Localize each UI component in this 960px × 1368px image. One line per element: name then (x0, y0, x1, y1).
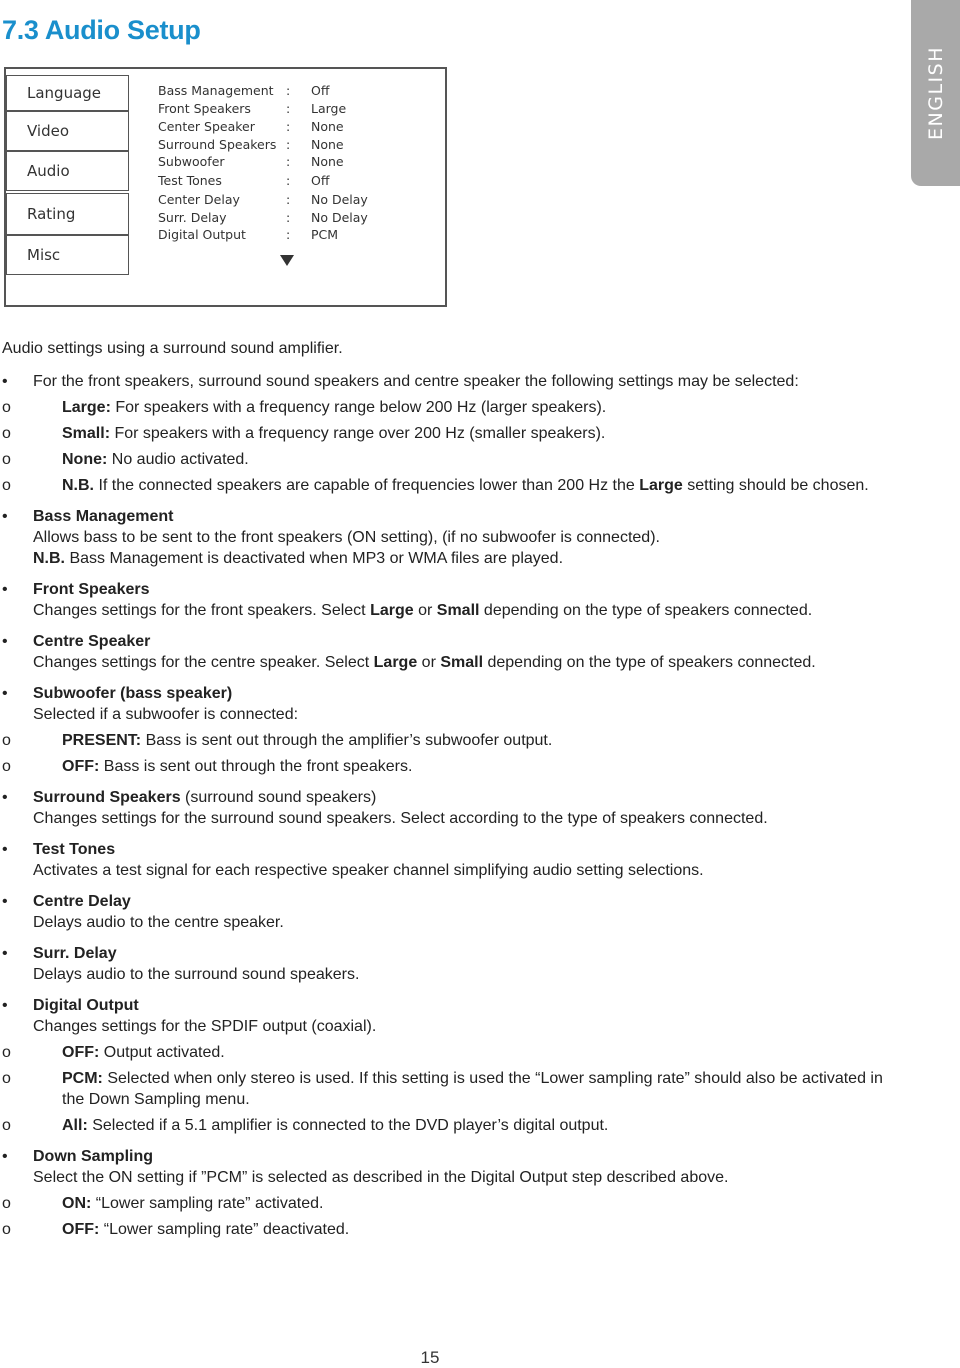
item-heading (33, 943, 902, 964)
sub-item-text: “Lower sampling rate” deactivated. (99, 1221, 350, 1238)
sub-marker: o (2, 477, 11, 494)
item-desc: Delays audio to the centre speaker. (33, 914, 284, 931)
sub-item-term: OFF: (62, 1221, 100, 1238)
list-item (2, 371, 902, 392)
sub-item-text: For speakers with a frequency range below 200 Hz (larger speakers). (110, 399, 607, 416)
intro-text: Audio settings using a surround sound amplifier. (2, 340, 343, 357)
sub-item-text: If the connected speakers are capable of frequencies lower than 200 Hz the (94, 477, 640, 494)
note-label: N.B. (33, 550, 65, 567)
setting-colon: : (286, 173, 291, 188)
item-heading (33, 506, 902, 527)
setting-label: Front Speakers (158, 101, 251, 116)
sub-marker: o (2, 451, 11, 468)
setting-label: Subwoofer (158, 154, 225, 169)
list-item (2, 787, 902, 829)
bullet-marker: • (2, 633, 8, 650)
bullet-marker: • (2, 789, 8, 806)
setting-colon: : (286, 83, 291, 98)
item-desc: Selected if a subwoofer is connected: (33, 706, 299, 723)
sub-item (2, 1193, 902, 1214)
sub-marker: o (2, 732, 11, 749)
item-heading-text: Bass Management (33, 508, 174, 525)
sub-item (2, 1219, 902, 1240)
item-heading-text: Test Tones (33, 841, 116, 858)
setting-colon: : (286, 227, 291, 242)
setting-colon: : (286, 119, 291, 134)
sub-item (2, 1068, 902, 1110)
setting-label: Surround Speakers (158, 137, 277, 152)
sub-item-text: No audio activated. (107, 451, 249, 468)
setting-colon: : (286, 154, 291, 169)
sub-item-text: Bass is sent out through the amplifier’s subwoofer output. (141, 732, 553, 749)
audio-setup-text (2, 338, 902, 1240)
sub-item (2, 1115, 902, 1136)
setting-value: Off (311, 83, 330, 98)
sub-item-text: Bass is sent out through the front speakers. (99, 758, 413, 775)
sub-item-term: PCM: (62, 1070, 103, 1087)
bullet-marker: • (2, 685, 8, 702)
list-item (2, 1146, 902, 1188)
item-heading-text: Centre Speaker (33, 633, 151, 650)
setting-colon: : (286, 137, 291, 152)
setting-value: PCM (311, 227, 339, 242)
item-heading (33, 787, 902, 808)
item-desc: Allows bass to be sent to the front speakers (ON setting), (if no subwoofer is connected). (33, 529, 660, 546)
setting-value: Off (311, 173, 330, 188)
page-number: 15 (420, 1348, 440, 1367)
bullet-marker: • (2, 945, 8, 962)
list-item (2, 683, 902, 725)
item-heading-text: Front Speakers (33, 581, 150, 598)
sub-item (2, 1042, 902, 1063)
item-desc: Activates a test signal for each respective speaker channel simplifying audio setting selections. (33, 862, 704, 879)
setting-value: None (311, 137, 344, 152)
sub-marker: o (2, 1195, 11, 1212)
item-heading (33, 891, 902, 912)
sub-item-term: PRESENT: (62, 732, 142, 749)
item-heading-text: Digital Output (33, 997, 139, 1014)
menu-tab-rating: Rating (6, 193, 129, 235)
sub-item-term: Large: (62, 399, 111, 416)
sub-item-term: N.B. (62, 477, 94, 494)
item-desc: Select the ON setting if ”PCM” is selected as described in the Digital Output step described above. (33, 1169, 729, 1186)
sub-item-term: OFF: (62, 758, 100, 775)
sub-item-text: Selected when only stereo is used. If this setting is used the “Lower sampling rate” should also be activated in the Down Sampling menu. (62, 1070, 883, 1108)
item-heading (33, 579, 902, 600)
sub-item-term: OFF: (62, 1044, 100, 1061)
item-heading (33, 683, 902, 704)
desc-bold: Large (370, 602, 414, 619)
item-heading (33, 1146, 902, 1167)
item-heading (33, 839, 902, 860)
sub-item-term: ON: (62, 1195, 92, 1212)
item-desc (33, 600, 902, 621)
sub-item-text: For speakers with a frequency range over 200 Hz (smaller speakers). (110, 425, 606, 442)
desc-bold: Small (436, 602, 480, 619)
list-item (2, 631, 902, 673)
page-title: 7.3 Audio Setup (2, 15, 201, 45)
setting-label: Digital Output (158, 227, 246, 242)
sub-item (2, 423, 902, 444)
setting-value: No Delay (311, 192, 368, 207)
sub-item-term: All: (62, 1117, 88, 1134)
item-note (33, 548, 902, 569)
menu-tab-video: Video (6, 111, 129, 151)
desc-part: Changes settings for the centre speaker. Select (33, 654, 374, 671)
sub-item (2, 449, 902, 470)
desc-part: or (417, 654, 441, 671)
bullet-marker: • (2, 893, 8, 910)
sub-marker: o (2, 425, 11, 442)
desc-part: depending on the type of speakers connected. (483, 654, 816, 671)
sub-item (2, 475, 902, 496)
bullet-marker: • (2, 997, 8, 1014)
list-item (2, 943, 902, 985)
setting-colon: : (286, 192, 291, 207)
setting-value: No Delay (311, 210, 368, 225)
sub-item (2, 397, 902, 418)
sub-item (2, 756, 902, 777)
setting-label: Bass Management (158, 83, 274, 98)
item-heading-text: Down Sampling (33, 1148, 153, 1165)
setting-colon: : (286, 210, 291, 225)
sub-item-term: Large (639, 477, 683, 494)
list-item (2, 579, 902, 621)
sub-item-term: None: (62, 451, 108, 468)
bullet-marker: • (2, 373, 8, 390)
desc-part: or (413, 602, 437, 619)
language-side-tab (911, 0, 960, 186)
sub-marker: o (2, 1044, 11, 1061)
item-text: For the front speakers, surround sound speakers and centre speaker the following settings may be selected: (33, 373, 799, 390)
item-heading (33, 631, 902, 652)
sub-marker: o (2, 1221, 11, 1238)
item-heading-text: Subwoofer (bass speaker) (33, 685, 233, 702)
sub-item-text: setting should be chosen. (682, 477, 869, 494)
item-desc: Changes settings for the SPDIF output (coaxial). (33, 1018, 377, 1035)
bullet-marker: • (2, 581, 8, 598)
triangle-down-icon (280, 255, 294, 266)
setting-label: Surr. Delay (158, 210, 227, 225)
setting-label: Test Tones (158, 173, 222, 188)
list-item (2, 995, 902, 1037)
item-heading-suffix: (surround sound speakers) (180, 789, 377, 806)
item-heading-text: Centre Delay (33, 893, 131, 910)
menu-tab-misc: Misc (6, 235, 129, 275)
language-side-tab-label: ENGLISH (924, 46, 947, 140)
sub-item-text: Selected if a 5.1 amplifier is connected to the DVD player’s digital output. (87, 1117, 609, 1134)
menu-tab-audio: Audio (6, 151, 129, 191)
item-desc: Changes settings for the surround sound speakers. Select according to the type of speakers connected. (33, 810, 768, 827)
bullet-marker: • (2, 1148, 8, 1165)
sub-item-term: Small: (62, 425, 111, 442)
setting-value: None (311, 154, 344, 169)
sub-item-text: “Lower sampling rate” activated. (91, 1195, 324, 1212)
list-item (2, 891, 902, 933)
note-text: Bass Management is deactivated when MP3 or WMA files are played. (65, 550, 564, 567)
desc-part: Changes settings for the front speakers. Select (33, 602, 371, 619)
setting-value: Large (311, 101, 347, 116)
list-item (2, 506, 902, 569)
list-item (2, 839, 902, 881)
sub-marker: o (2, 399, 11, 416)
bullet-marker: • (2, 841, 8, 858)
setting-label: Center Delay (158, 192, 240, 207)
desc-part: depending on the type of speakers connected. (479, 602, 813, 619)
setting-colon: : (286, 101, 291, 116)
sub-marker: o (2, 758, 11, 775)
sub-item-text: Output activated. (99, 1044, 225, 1061)
desc-bold: Large (373, 654, 418, 671)
item-desc (33, 652, 902, 673)
item-heading-text: Surround Speakers (33, 789, 181, 806)
setting-value: None (311, 119, 344, 134)
menu-tab-language: Language (6, 75, 129, 111)
item-desc: Delays audio to the surround sound speakers. (33, 966, 360, 983)
setup-menu-screenshot (4, 67, 447, 307)
bullet-marker: • (2, 508, 8, 525)
item-heading-text: Surr. Delay (33, 945, 117, 962)
item-heading (33, 995, 902, 1016)
sub-marker: o (2, 1070, 11, 1087)
desc-bold: Small (440, 654, 484, 671)
sub-marker: o (2, 1117, 11, 1134)
setting-label: Center Speaker (158, 119, 255, 134)
sub-item (2, 730, 902, 751)
